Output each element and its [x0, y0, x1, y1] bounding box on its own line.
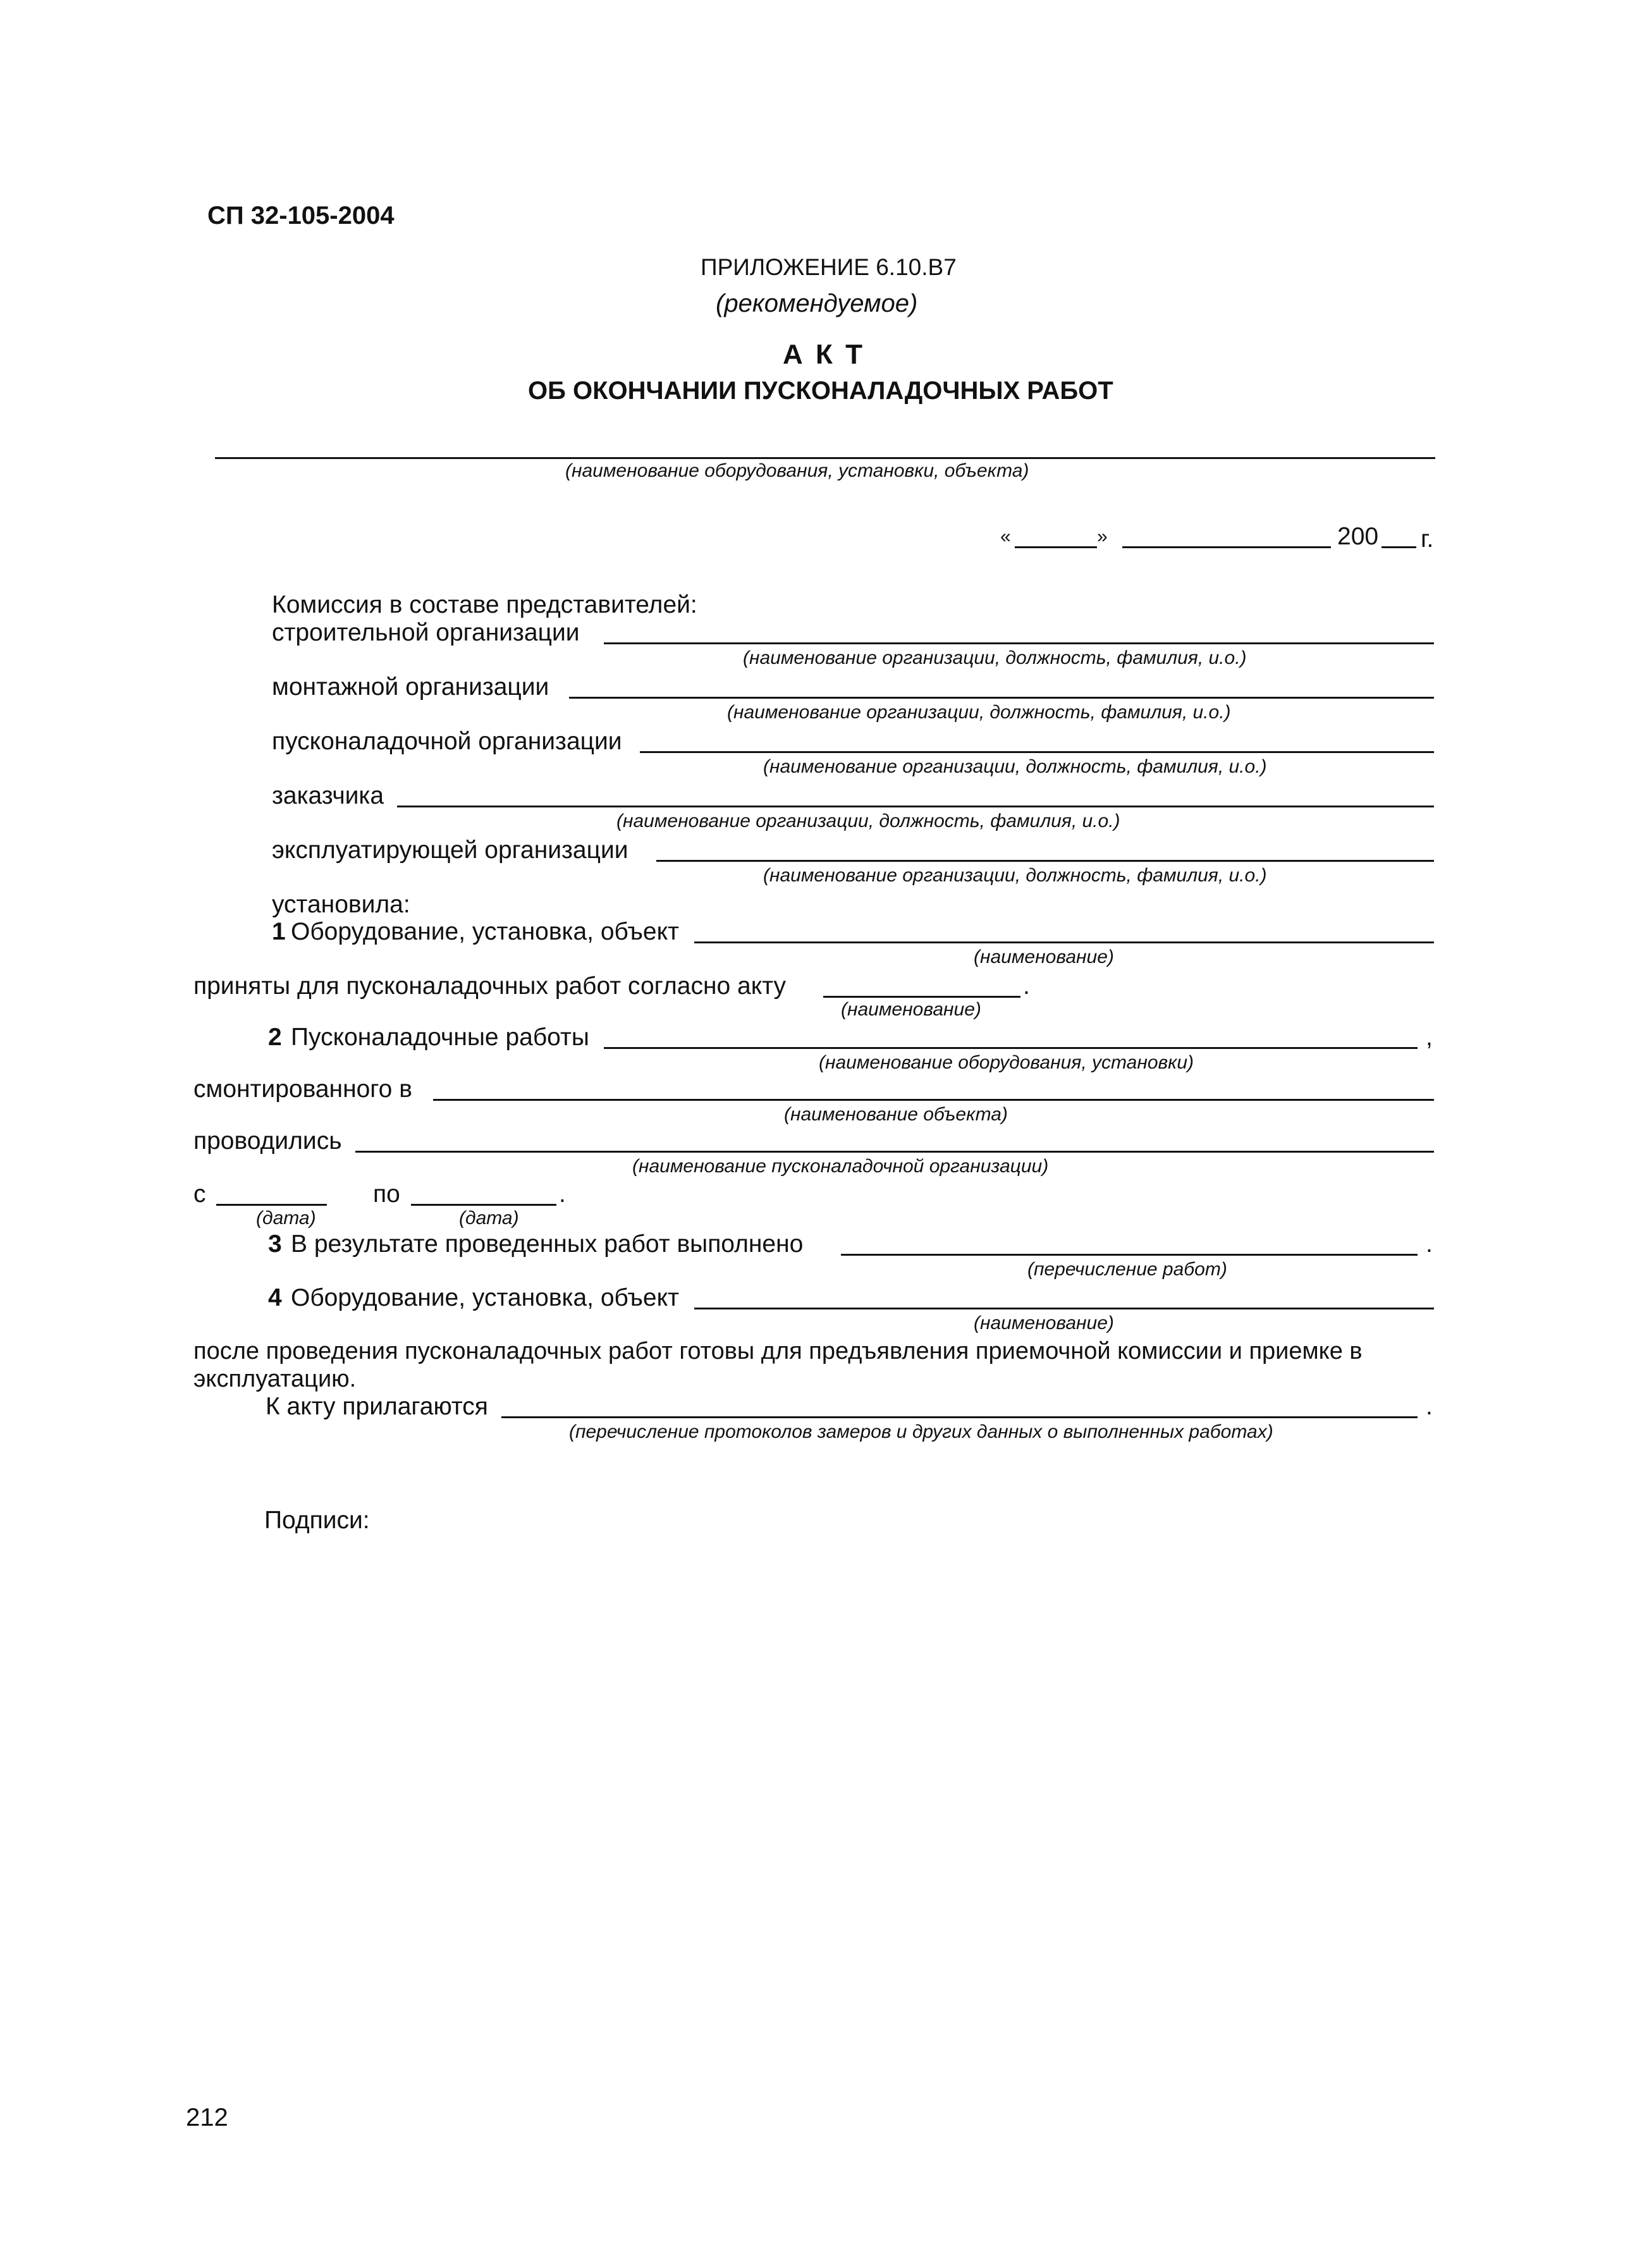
dates-dot: . — [559, 1180, 566, 1208]
date-open-quote: « — [1000, 526, 1011, 547]
commission-intro: Комиссия в составе представителей: — [272, 591, 697, 618]
item2-text: Пусконаладочные работы — [291, 1024, 589, 1051]
accepted-dot: . — [1023, 972, 1030, 1000]
item3-dot: . — [1426, 1230, 1433, 1258]
ready-line-1: после проведения пусконаладочных работ готовы для предъявления приемочной комиссии и приемке в — [193, 1338, 1363, 1364]
item4-caption: (наименование) — [974, 1313, 1114, 1333]
item2-caption: (наименование оборудования, установки) — [819, 1052, 1194, 1073]
date-year-prefix: 200 — [1337, 523, 1379, 550]
commission-row-caption: (наименование организации, должность, фамилия, и.о.) — [727, 702, 1231, 723]
mounted-text: смонтированного в — [193, 1076, 412, 1103]
from-date-caption: (дата) — [256, 1208, 316, 1229]
attached-line — [501, 1416, 1418, 1418]
item3-text: В результате проведенных работ выполнено — [291, 1230, 804, 1258]
commission-row-label: строительной организации — [272, 619, 580, 646]
item1-line — [694, 941, 1434, 943]
from-text: с — [193, 1180, 206, 1208]
item3-caption: (перечисление работ) — [1027, 1259, 1227, 1280]
commission-row-caption: (наименование организации, должность, фамилия, и.о.) — [616, 811, 1120, 831]
object-name-line — [215, 457, 1435, 459]
from-date-line — [216, 1204, 327, 1206]
accepted-line — [823, 996, 1020, 998]
commission-row-caption: (наименование организации, должность, фамилия, и.о.) — [763, 756, 1267, 777]
attached-text: К акту прилагаются — [266, 1393, 488, 1420]
date-close-quote: » — [1097, 526, 1108, 547]
conducted-caption: (наименование пусконаладочной организации) — [632, 1156, 1049, 1177]
item4-line — [694, 1308, 1434, 1309]
commission-row-line — [604, 642, 1434, 644]
commission-row-line — [640, 751, 1434, 753]
date-year-suffix: г. — [1421, 525, 1434, 553]
doc-title: ОБ ОКОНЧАНИИ ПУСКОНАЛАДОЧНЫХ РАБОТ — [528, 377, 1113, 405]
commission-row-caption: (наименование организации, должность, фамилия, и.о.) — [763, 865, 1267, 886]
item2-comma: , — [1426, 1024, 1433, 1051]
item4-text: Оборудование, установка, объект — [291, 1284, 679, 1311]
ready-line-2: эксплуатацию. — [193, 1366, 357, 1392]
item2-number: 2 — [268, 1024, 282, 1051]
conducted-text: проводились — [193, 1127, 342, 1155]
doc-title-akt: А К Т — [783, 339, 865, 370]
item1-caption: (наименование) — [974, 947, 1114, 967]
commission-row-label: эксплуатирующей организации — [272, 837, 628, 864]
object-name-caption: (наименование оборудования, установки, объекта) — [565, 460, 1029, 481]
to-date-line — [411, 1204, 556, 1206]
commission-row-label: пусконаладочной организации — [272, 728, 622, 755]
accepted-caption: (наименование) — [841, 999, 981, 1020]
commission-row-line — [656, 860, 1434, 862]
item1-text: Оборудование, установка, объект — [291, 918, 679, 945]
commission-row-line — [569, 697, 1434, 699]
attached-dot: . — [1426, 1393, 1433, 1420]
item2-line — [604, 1047, 1418, 1049]
item4-number: 4 — [268, 1284, 282, 1311]
recommended-label: (рекомендуемое) — [716, 290, 918, 317]
mounted-caption: (наименование объекта) — [784, 1104, 1008, 1125]
established-label: установила: — [272, 891, 410, 918]
doc-code: СП 32-105-2004 — [207, 202, 395, 230]
mounted-line — [433, 1099, 1434, 1101]
to-date-caption: (дата) — [459, 1208, 519, 1229]
conducted-line — [355, 1151, 1434, 1153]
date-year-line — [1382, 546, 1416, 548]
commission-row-line — [397, 806, 1434, 807]
attached-caption: (перечисление протоколов замеров и других данных о выполненных работах) — [569, 1421, 1273, 1442]
commission-row-caption: (наименование организации, должность, фамилия, и.о.) — [743, 647, 1247, 668]
date-month-line — [1122, 546, 1331, 548]
to-text: по — [373, 1180, 400, 1208]
commission-row-label: монтажной организации — [272, 673, 549, 701]
appendix-label: ПРИЛОЖЕНИЕ 6.10.В7 — [701, 254, 957, 280]
page-number: 212 — [186, 2104, 228, 2131]
item3-number: 3 — [268, 1230, 282, 1258]
commission-row-label: заказчика — [272, 782, 384, 809]
item1-number: 1 — [272, 918, 286, 945]
accepted-text: приняты для пусконаладочных работ согласно акту — [193, 972, 787, 1000]
date-day-line — [1015, 546, 1097, 548]
item3-line — [841, 1254, 1418, 1256]
signatures-label: Подписи: — [264, 1507, 370, 1534]
